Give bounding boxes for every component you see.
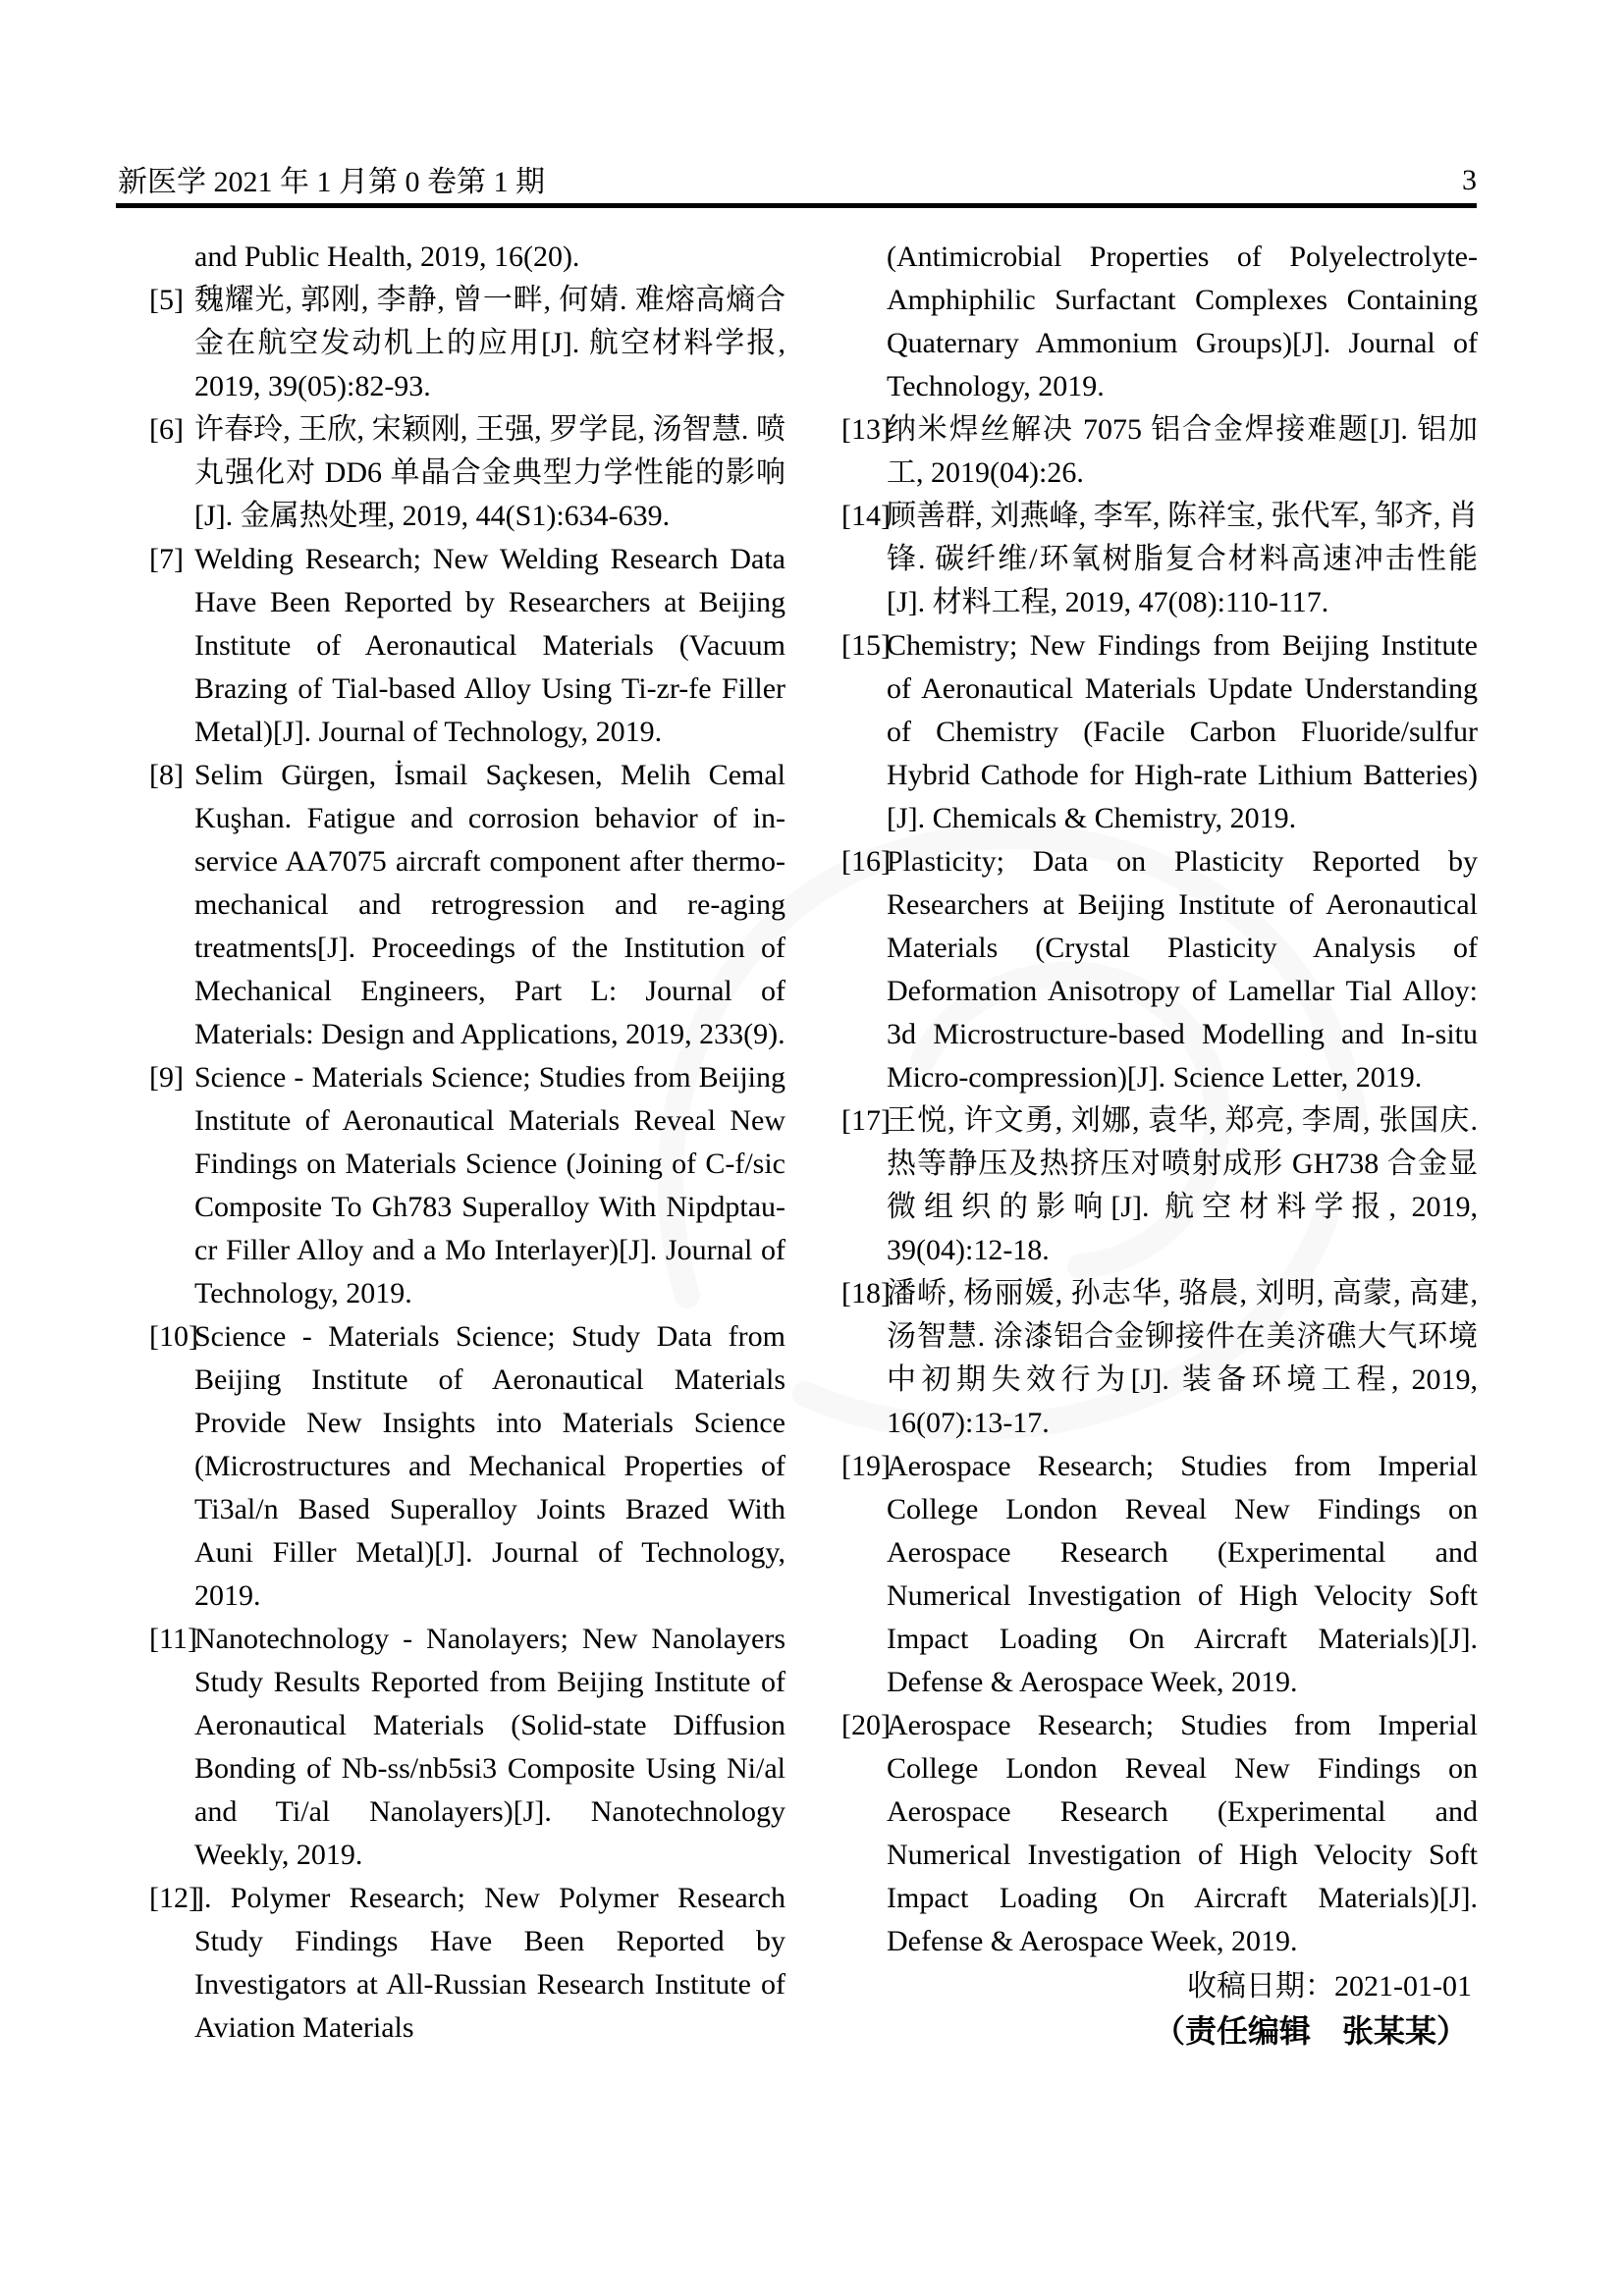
reference-item [841,840,1478,1099]
reference-label: [8] [149,759,184,791]
reference-text: Chemistry; New Findings from Beijing Institute of Aeronautical Materials Update Understanding of Chemistry (Facile Carbon Fluoride/sulfur Hybrid Cathode for High-rate Lithium Batteries)[J]. Chemicals & Chemistry, 2019. [887,629,1478,834]
reference-label: [14] [841,500,891,532]
journal-header: 新医学 2021 年 1 月第 0 卷第 1 期 [118,166,545,198]
reference-text: Aerospace Research; Studies from Imperial College London Reveal New Findings on Aerospace Research (Experimental and Numerical Investigation of High Velocity Soft Impact Loading On Aircraft Materials)[J]. Defense & Aerospace Week, 2019. [887,1450,1478,1698]
reference-item [149,1618,785,1877]
reference-text: Plasticity; Data on Plasticity Reported by Researchers at Beijing Institute of Aeronautical Materials (Crystal Plasticity Analysis of Deformation Anisotropy of Lamellar Tial Alloy: 3d Microstructure-based Modelling and In-situ Micro-compression)[J]. Science Letter, 2019. [887,845,1478,1094]
reference-label: [11] [149,1623,197,1655]
reference-text: Science - Materials Science; Study Data from Beijing Institute of Aeronautical Materials Provide New Insights into Materials Science (Microstructures and Mechanical Properties of Ti3al/n Based Superalloy Joints Brazed With Auni Filler Metal)[J]. Journal of Technology, 2019. [194,1320,785,1612]
reference-text: ]. Polymer Research; New Polymer Research Study Findings Have Been Reported by Investigators at All-Russian Research Institute of Aviation Materials [194,1882,785,2044]
received-date-label: 收稿日期： [1187,1970,1335,2002]
reference-item [841,624,1478,840]
reference-item [841,1445,1478,1704]
reference-item [149,538,785,754]
reference-label: [15] [841,629,891,662]
reference-item [841,408,1478,495]
reference-label: [5] [149,284,184,316]
page-number: 3 [1462,164,1477,196]
reference-label: [6] [149,413,184,446]
reference-item [841,1272,1478,1445]
reference-item [149,236,785,279]
reference-item [841,1099,1478,1272]
received-date-value: 2021-01-01 [1334,1970,1472,2002]
reference-text: 魏耀光, 郭刚, 李静, 曾一畔, 何婧. 难熔高熵合金在航空发动机上的应用[J]. 航空材料学报, 2019, 39(05):82-93. [194,284,785,402]
reference-text: (Antimicrobial Properties of Polyelectrolyte-Amphiphilic Surfactant Complexes Containing Quaternary Ammonium Groups)[J]. Journal of Technology, 2019. [887,240,1478,402]
reference-text: and Public Health, 2019, 16(20). [194,240,580,273]
responsible-editor-line: （责任编辑 张某某） [1153,2013,1468,2049]
reference-text: Science - Materials Science; Studies from Beijing Institute of Aeronautical Materials Reveal New Findings on Materials Science (Joining of C-f/sic Composite To Gh783 Superalloy With Nipdptau-cr Filler Alloy and a Mo Interlayer)[J]. Journal of Technology, 2019. [194,1061,785,1309]
reference-label: [16] [841,845,891,878]
reference-label: [17] [841,1104,891,1137]
reference-text: 许春玲, 王欣, 宋颖刚, 王强, 罗学昆, 汤智慧. 喷丸强化对 DD6 单晶合金典型力学性能的影响[J]. 金属热处理, 2019, 44(S1):634-639. [194,413,785,532]
reference-label: [12] [149,1882,198,1914]
reference-text: Nanotechnology - Nanolayers; New Nanolayers Study Results Reported from Beijing Institute of Aeronautical Materials (Solid-state Diffusion Bonding of Nb-ss/nb5si3 Composite Using Ni/al and Ti/al Nanolayers)[J]. Nanotechnology Weekly, 2019. [194,1623,785,1871]
reference-text: 顾善群, 刘燕峰, 李军, 陈祥宝, 张代军, 邹齐, 肖锋. 碳纤维/环氧树脂复合材料高速冲击性能[J]. 材料工程, 2019, 47(08):110-117. [887,500,1478,618]
reference-text: 纳米焊丝解决 7075 铝合金焊接难题[J]. 铝加工, 2019(04):26. [887,413,1478,489]
reference-item [149,754,785,1056]
reference-label: [10] [149,1320,198,1353]
reference-label: [7] [149,543,184,575]
references-column-right [841,236,1478,2054]
reference-item [841,236,1478,408]
reference-label: [18] [841,1277,891,1309]
reference-item [841,1704,1478,1963]
reference-label: [13] [841,413,891,446]
reference-item [149,408,785,538]
reference-item [841,495,1478,624]
reference-text: Aerospace Research; Studies from Imperial College London Reveal New Findings on Aerospace Research (Experimental and Numerical Investigation of High Velocity Soft Impact Loading On Aircraft Materials)[J]. Defense & Aerospace Week, 2019. [887,1709,1478,1957]
reference-item [149,1877,785,2050]
reference-text: 王悦, 许文勇, 刘娜, 袁华, 郑亮, 李周, 张国庆. 热等静压及热挤压对喷射成形 GH738 合金显微组织的影响[J]. 航空材料学报, 2019, 39(04):12-18. [887,1104,1478,1266]
reference-text: 潘峤, 杨丽媛, 孙志华, 骆晨, 刘明, 高蒙, 高建, 汤智慧. 涂漆铝合金铆接件在美济礁大气环境中初期失效行为[J]. 装备环境工程, 2019, 16(07):13-17. [887,1277,1478,1439]
reference-item [149,1315,785,1618]
reference-label: [19] [841,1450,891,1482]
reference-item [149,279,785,408]
reference-label: [9] [149,1061,184,1094]
reference-text: Selim Gürgen, İsmail Saçkesen, Melih Cemal Kuşhan. Fatigue and corrosion behavior of in-service AA7075 aircraft component after thermo-mechanical and retrogression and re-aging treatments[J]. Proceedings of the Institution of Mechanical Engineers, Part L: Journal of Materials: Design and Applications, 2019, 233(9). [194,759,785,1050]
reference-label: [20] [841,1709,891,1741]
references-column-left [149,236,785,2050]
received-date-line [841,1965,1478,2008]
reference-item [149,1056,785,1315]
reference-text: Welding Research; New Welding Research Data Have Been Reported by Researchers at Beijing Institute of Aeronautical Materials (Vacuum Brazing of Tial-based Alloy Using Ti-zr-fe Filler Metal)[J]. Journal of Technology, 2019. [194,543,785,748]
header-rule [116,203,1477,208]
